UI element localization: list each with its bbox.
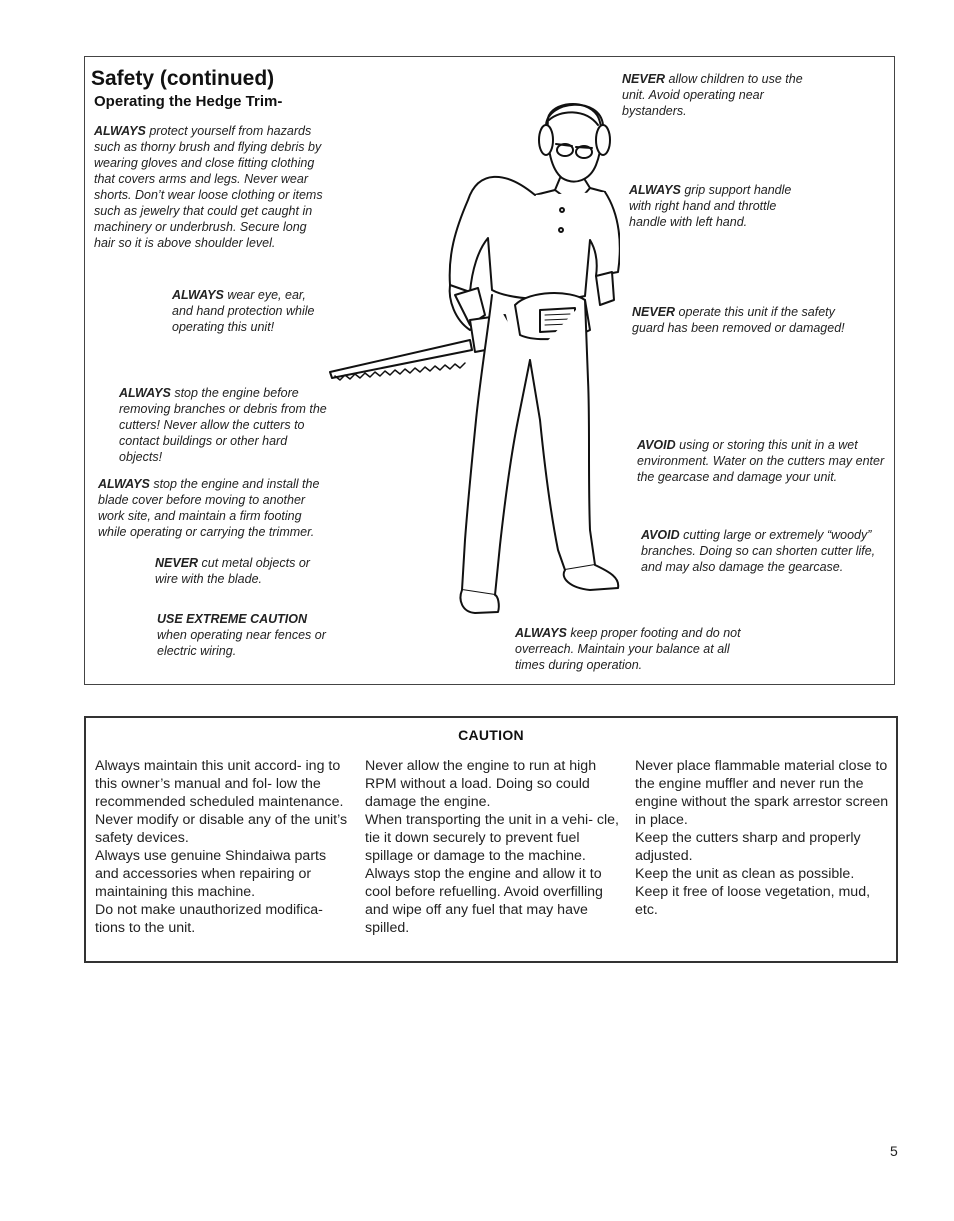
note-lead: ALWAYS [515,626,567,640]
note-text: operate this unit if the safety guard has been removed or damaged! [632,305,845,335]
note-text: when operating near fences or electric wiring. [157,628,326,658]
safety-note-fences [157,611,332,659]
note-lead: ALWAYS [629,183,681,197]
caution-item: Keep the unit as clean as possible. Keep it free of loose vegetation, mud, etc. [635,866,871,918]
safety-note-blade-cover [98,476,326,540]
caution-item: Always maintain this unit accord- ing to this owner’s manual and fol- low the recommended scheduled maintenance. [95,758,344,810]
caution-item: Always use genuine Shindaiwa parts and accessories when repairing or maintaining this machine. [95,848,327,900]
safety-note-children [622,71,817,119]
safety-note-clothing [94,123,329,251]
caution-column-1 [95,757,350,937]
operator-hedge-trimmer-illustration [320,95,620,620]
caution-column-3 [635,757,890,919]
note-lead: AVOID [637,438,676,452]
note-lead: USE EXTREME CAUTION [157,612,308,626]
note-lead: NEVER [155,556,199,570]
caution-item: When transporting the unit in a vehi- cle, tie it down securely to prevent fuel spillage or damage to the machine. [365,812,619,864]
note-text: stop the engine and install the blade cover before moving to another work site, and maintain a firm footing while operating or carrying the trimmer. [98,477,320,539]
safety-note-stop-engine-debris [119,385,329,465]
safety-note-woody-branches [641,527,886,575]
caution-item: Never place flammable material close to the engine muffler and never run the engine without the spark arrestor screen in place. [635,758,889,828]
safety-note-safety-guard [632,304,847,336]
caution-title: CAUTION [458,727,524,743]
safety-note-metal-objects [155,555,315,587]
caution-column-2 [365,757,620,937]
note-text: grip support handle with right hand and throttle handle with left hand. [629,183,792,229]
note-lead: ALWAYS [98,477,150,491]
note-text: stop the engine before removing branches or debris from the cutters! Never allow the cutters to contact buildings or other hard objects! [119,386,327,464]
caution-item: Never modify or disable any of the unit’s safety devices. [95,812,348,846]
page-number: 5 [890,1143,898,1159]
safety-note-wet-environment [637,437,892,485]
caution-item: Always stop the engine and allow it to cool before refuelling. Avoid overfilling and wipe off any fuel that may have spilled. [365,866,603,936]
note-text: using or storing this unit in a wet environment. Water on the cutters may enter the gearcase and damage your unit. [637,438,885,484]
note-text: allow children to use the unit. Avoid operating near bystanders. [622,72,803,118]
caution-box [84,716,898,963]
caution-item: Keep the cutters sharp and properly adjusted. [635,830,861,864]
note-lead: NEVER [622,72,666,86]
note-lead: ALWAYS [172,288,224,302]
caution-item: Never allow the engine to run at high RPM without a load. Doing so could damage the engine. [365,758,597,810]
safety-note-footing [515,625,755,673]
safety-note-protection [172,287,330,335]
section-title: Safety (continued) [91,67,275,90]
section-subtitle: Operating the Hedge Trim- [94,93,283,110]
note-text: cut metal objects or wire with the blade. [155,556,310,586]
note-text: keep proper footing and do not overreach. Maintain your balance at all times during operation. [515,626,741,672]
note-lead: ALWAYS [94,124,146,138]
caution-item: Do not make unauthorized modifica- tions to the unit. [95,902,323,936]
note-text: cutting large or extremely “woody” branches. Doing so can shorten cutter life, and may also damage the gearcase. [641,528,876,574]
safety-note-grip [629,182,817,230]
note-text: wear eye, ear, and hand protection while operating this unit! [172,288,315,334]
note-lead: ALWAYS [119,386,171,400]
note-lead: NEVER [632,305,676,319]
note-text: protect yourself from hazards such as thorny brush and flying debris by wearing gloves and close fitting clothing that covers arms and legs. Never wear shorts. Don’t wear loose clothing or items such as jewelry that could get caught in machinery or underbrush. Secure long hair so it is above shoulder level. [94,124,323,250]
note-lead: AVOID [641,528,680,542]
